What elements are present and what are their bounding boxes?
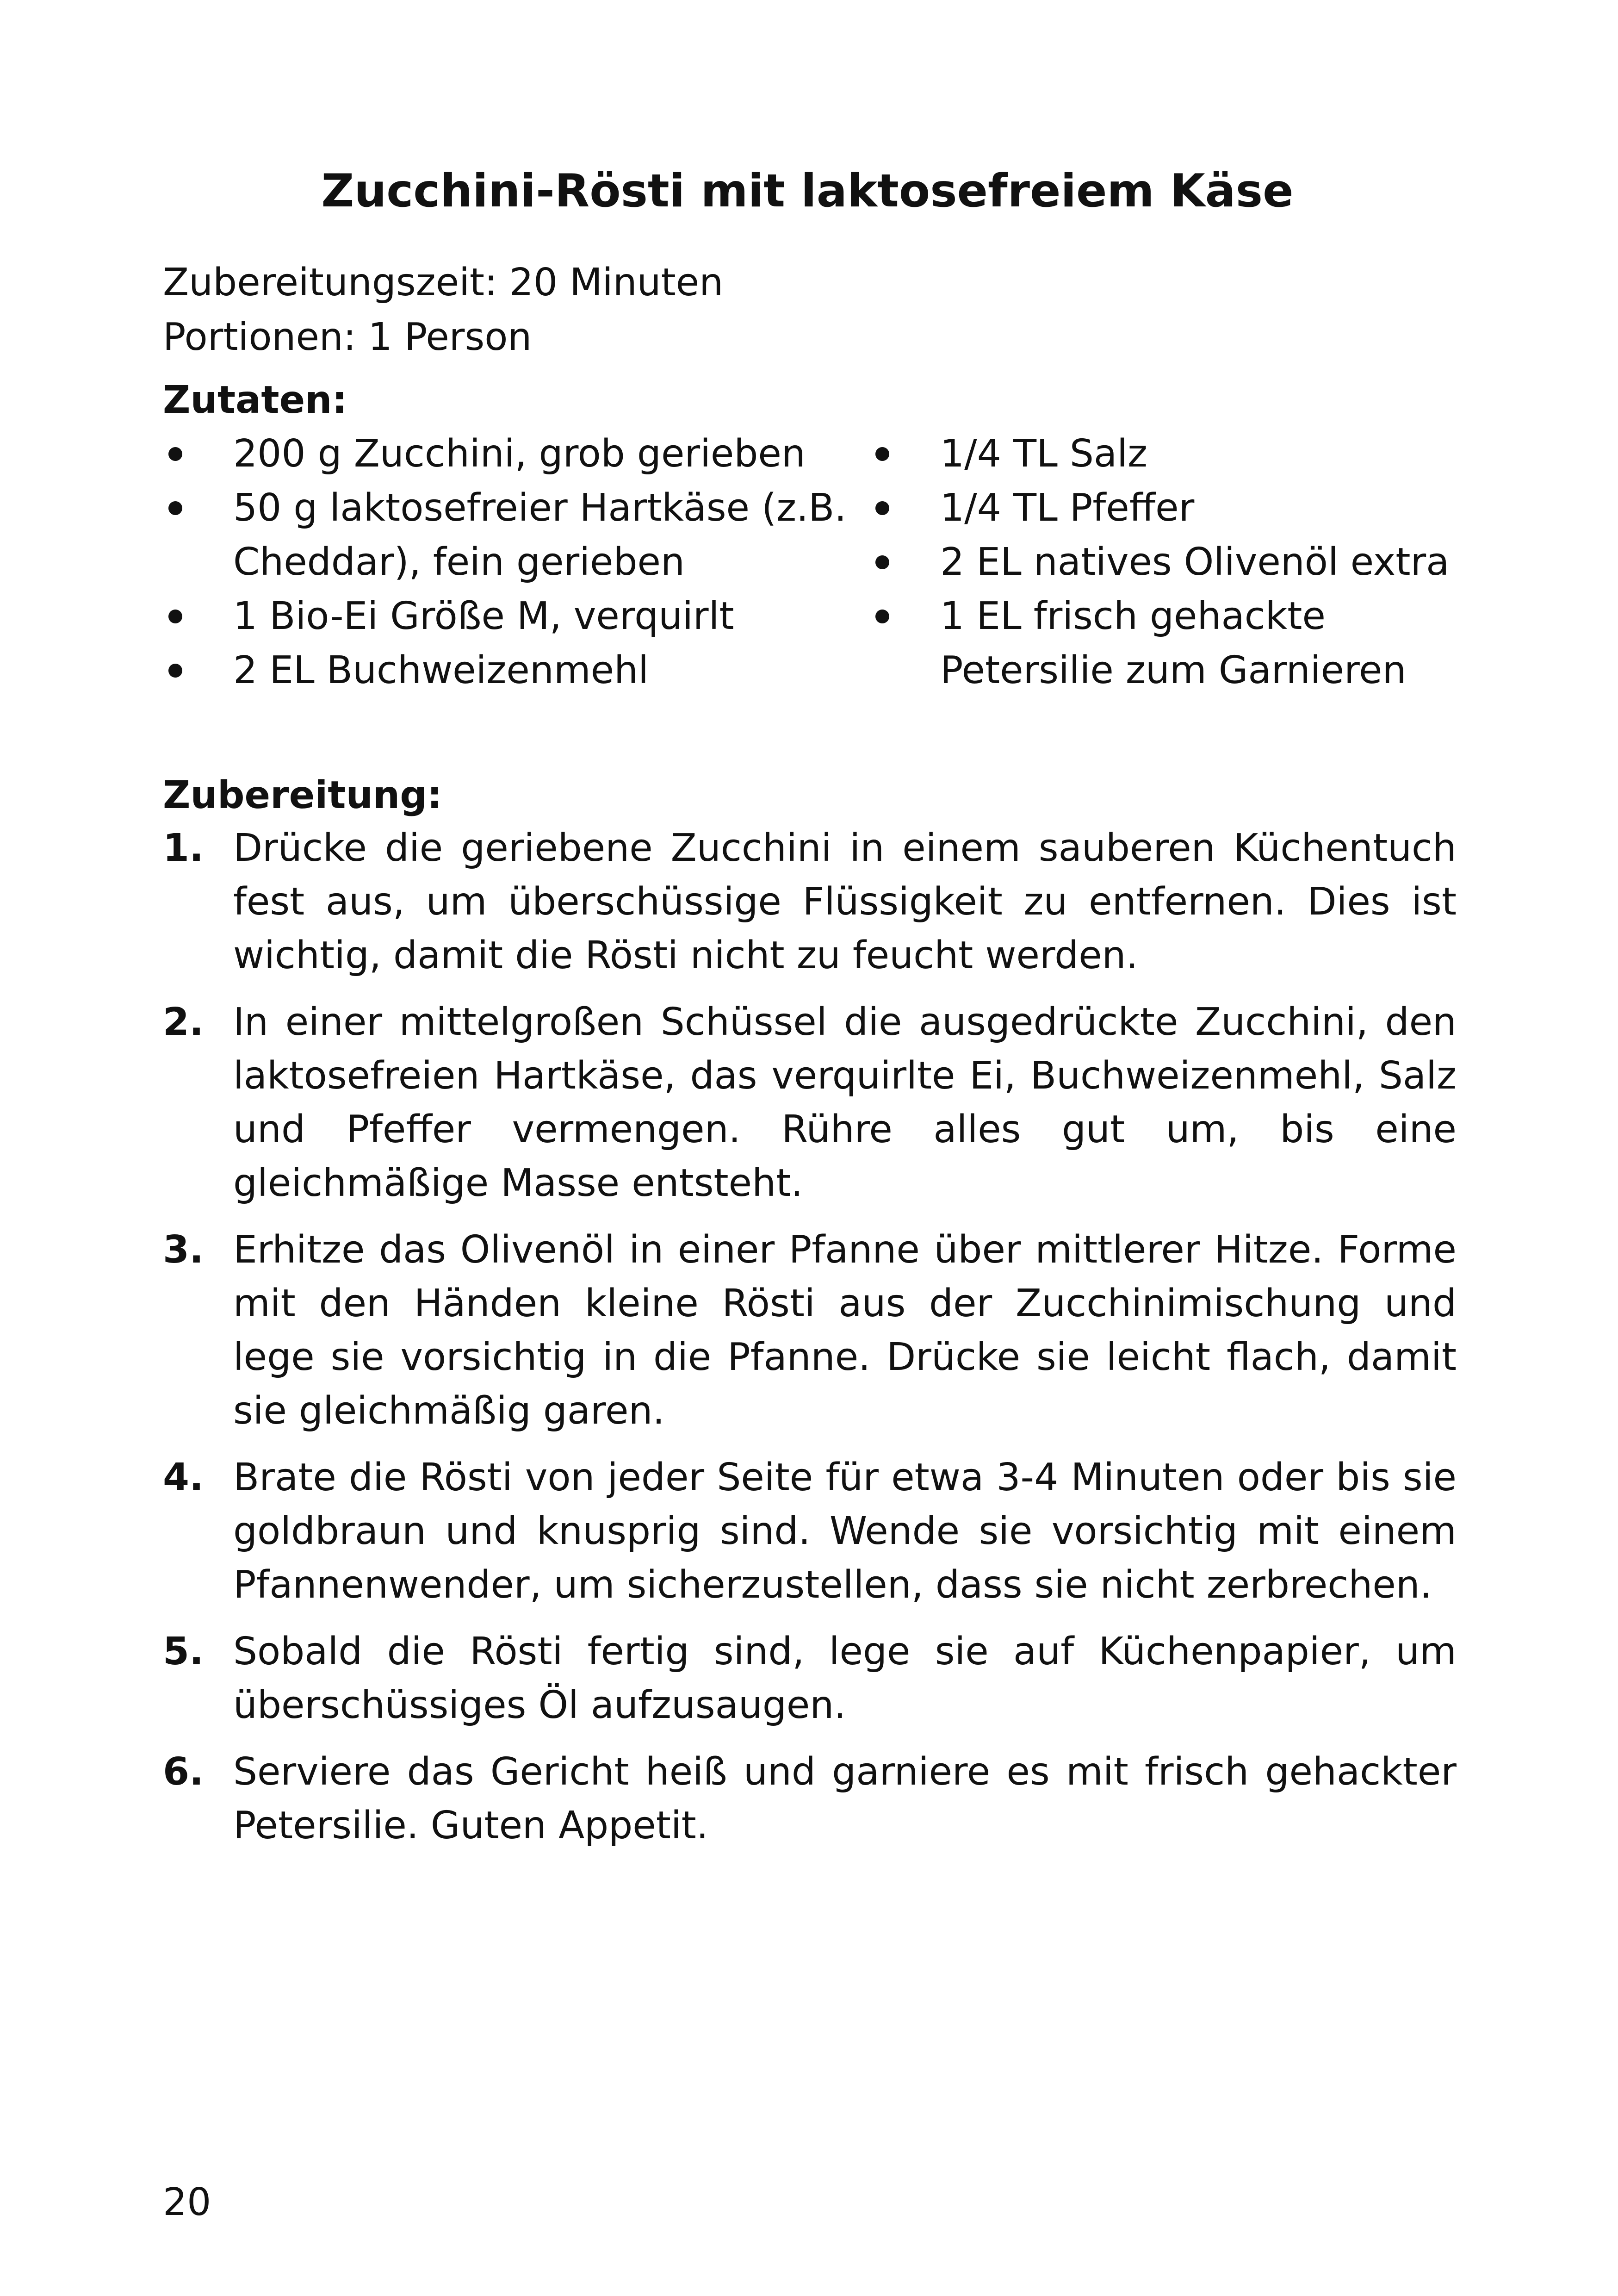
ingredients-heading: Zutaten: xyxy=(163,378,347,422)
ingredient-item xyxy=(870,481,1485,535)
step-item xyxy=(163,996,1457,1210)
ingredient-item xyxy=(870,535,1485,589)
step-item xyxy=(163,1223,1457,1438)
step-text: In einer mittelgroßen Schüssel die ausgedrückte Zucchini, den laktosefreien Hartkäse, das verquirlte Ei, Buchweizenmehl, Salz und Pfeffer vermengen. Rühre alles gut um, bis eine gleichmäßige Masse entsteht. xyxy=(233,1000,1457,1205)
ingredient-text: 1/4 TL Pfeffer xyxy=(940,486,1195,530)
step-number: 3. xyxy=(163,1228,204,1272)
recipe-meta xyxy=(163,255,723,365)
ingredient-text: 1 Bio-Ei Größe M, verquirlt xyxy=(233,594,734,638)
step-item xyxy=(163,821,1457,983)
step-item xyxy=(163,1745,1457,1853)
recipe-title: Zucchini-Rösti mit laktosefreiem Käse xyxy=(321,165,1294,218)
ingredient-item xyxy=(163,427,857,481)
step-text: Serviere das Gericht heiß und garniere es mit frisch gehackter Petersilie. Guten Appetit. xyxy=(233,1750,1457,1848)
ingredient-text: 1/4 TL Salz xyxy=(940,432,1147,476)
ingredient-item xyxy=(163,643,857,697)
ingredient-item xyxy=(870,427,1485,481)
ingredient-text: 2 EL Buchweizenmehl xyxy=(233,648,649,692)
ingredient-item xyxy=(163,481,857,589)
step-number: 2. xyxy=(163,1000,204,1044)
preparation-steps xyxy=(163,821,1457,1866)
step-number: 4. xyxy=(163,1456,204,1500)
ingredient-item xyxy=(163,589,857,643)
servings: Portionen: 1 Person xyxy=(163,315,532,359)
ingredients-list-left xyxy=(163,427,857,697)
step-number: 6. xyxy=(163,1750,204,1794)
page-number: 20 xyxy=(163,2180,211,2224)
preparation-heading: Zubereitung: xyxy=(163,773,442,817)
step-number: 5. xyxy=(163,1630,204,1674)
ingredient-item xyxy=(870,589,1485,697)
step-item xyxy=(163,1451,1457,1612)
step-text: Brate die Rösti von jeder Seite für etwa 3-4 Minuten oder bis sie goldbraun und knusprig sind. Wende sie vorsichtig mit einem Pfannenwender, um sicherzustellen, dass sie nicht zerbrechen. xyxy=(233,1456,1457,1607)
ingredient-text: 50 g laktosefreier Hartkäse (z.B. Cheddar), fein gerieben xyxy=(233,486,847,584)
ingredient-text: 2 EL natives Olivenöl extra xyxy=(940,540,1450,584)
step-text: Sobald die Rösti fertig sind, lege sie auf Küchenpapier, um überschüssiges Öl aufzusaugen. xyxy=(233,1630,1457,1727)
ingredient-text: 200 g Zucchini, grob gerieben xyxy=(233,432,806,476)
step-number: 1. xyxy=(163,826,204,870)
prep-time: Zubereitungszeit: 20 Minuten xyxy=(163,261,724,305)
ingredients-list-right xyxy=(870,427,1485,697)
step-item xyxy=(163,1625,1457,1732)
step-text: Erhitze das Olivenöl in einer Pfanne über mittlerer Hitze. Forme mit den Händen kleine Rösti aus der Zucchinimischung und lege sie vorsichtig in die Pfanne. Drücke sie leicht flach, damit sie gleichmäßig garen. xyxy=(233,1228,1457,1433)
step-text: Drücke die geriebene Zucchini in einem sauberen Küchentuch fest aus, um überschüssige Flüssigkeit zu entfernen. Dies ist wichtig, damit die Rösti nicht zu feucht werden. xyxy=(233,826,1457,977)
ingredient-text: 1 EL frisch gehackte Petersilie zum Garnieren xyxy=(940,594,1407,692)
